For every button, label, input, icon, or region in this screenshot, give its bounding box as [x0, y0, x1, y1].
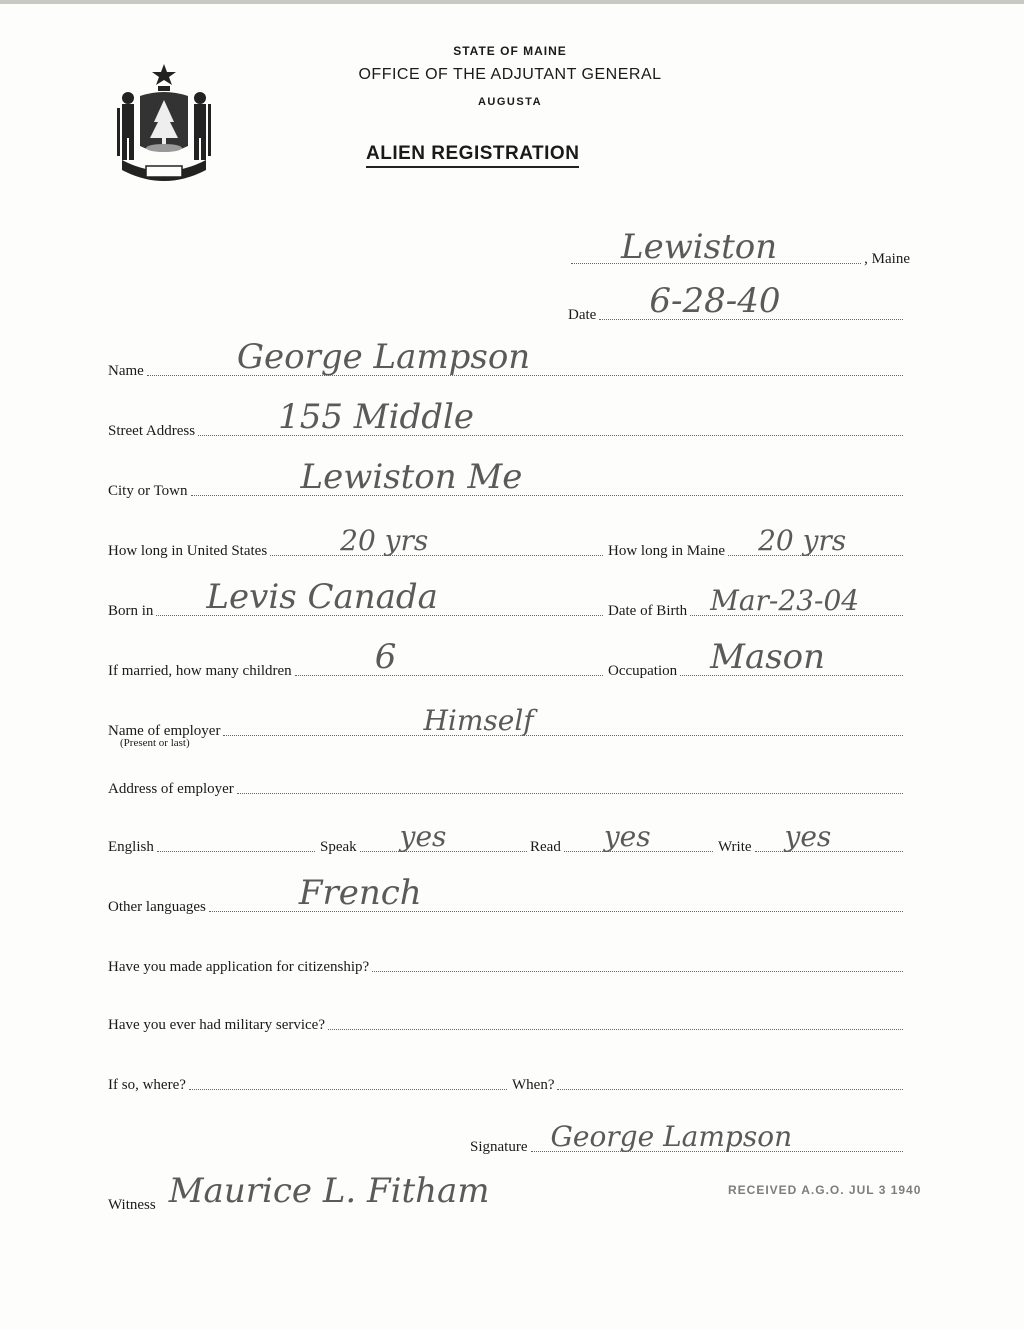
- born-label: Born in: [108, 603, 154, 619]
- received-stamp: RECEIVED A.G.O. JUL 3 1940: [728, 1183, 922, 1197]
- street-line[interactable]: [198, 397, 903, 437]
- date-row: [568, 281, 906, 324]
- children-line[interactable]: [295, 637, 603, 677]
- when-label: When?: [512, 1077, 555, 1093]
- street-label: Street Address: [108, 423, 196, 439]
- citizenship-label: Have you made application for citizenship?: [108, 959, 370, 975]
- employer-address-label: Address of employer: [108, 781, 234, 797]
- maine-value: 20 yrs: [758, 524, 847, 557]
- employer-address-line[interactable]: [237, 793, 903, 794]
- occupation-label: Occupation: [608, 663, 678, 679]
- where-line[interactable]: [189, 1089, 507, 1090]
- signature-value: George Lampson: [550, 1120, 793, 1153]
- speak-row: [320, 820, 530, 856]
- name-line[interactable]: [147, 337, 903, 377]
- when-line[interactable]: [557, 1089, 903, 1090]
- read-row: [530, 820, 716, 856]
- maine-state-seal-icon: [108, 60, 220, 182]
- city-line[interactable]: [191, 457, 903, 497]
- write-value: yes: [784, 820, 832, 853]
- witness-label: Witness: [108, 1197, 156, 1213]
- witness-value: Maurice L. Fitham: [168, 1171, 490, 1211]
- header-city: AUGUSTA: [477, 96, 543, 108]
- city-row: [108, 457, 906, 500]
- date-value: 6-28-40: [649, 281, 781, 321]
- us-row: [108, 524, 606, 560]
- scan-edge: [0, 0, 1024, 4]
- us-label: How long in United States: [108, 543, 268, 559]
- where-row: [108, 1070, 510, 1094]
- employer-value: Himself: [423, 704, 534, 737]
- other-languages-row: [108, 873, 906, 916]
- when-row: [512, 1070, 906, 1094]
- other-languages-line[interactable]: [209, 873, 903, 913]
- children-row: [108, 637, 606, 680]
- witness-line[interactable]: [159, 1171, 525, 1211]
- maine-label: How long in Maine: [608, 543, 726, 559]
- name-label: Name: [108, 363, 144, 379]
- employer-row: [108, 704, 906, 740]
- date-label: Date: [568, 307, 597, 323]
- speak-label: Speak: [320, 839, 357, 855]
- town-value: Lewiston: [621, 227, 778, 267]
- employer-address-row: [108, 774, 906, 798]
- born-value: Levis Canada: [206, 577, 438, 617]
- employer-line[interactable]: [223, 704, 903, 737]
- name-row: [108, 337, 906, 380]
- citizenship-line[interactable]: [372, 971, 903, 972]
- military-row: [108, 1010, 906, 1034]
- name-value: George Lampson: [236, 337, 531, 377]
- city-label: City or Town: [108, 483, 188, 499]
- maine-line[interactable]: [728, 524, 903, 557]
- where-label: If so, where?: [108, 1077, 186, 1093]
- signature-line[interactable]: [531, 1120, 904, 1153]
- dob-row: [608, 584, 906, 620]
- form-title: ALIEN REGISTRATION: [366, 143, 579, 168]
- header-office: OFFICE OF THE ADJUTANT GENERAL: [358, 66, 662, 83]
- english-label: English: [108, 839, 154, 855]
- read-label: Read: [530, 839, 561, 855]
- citizenship-row: [108, 952, 906, 976]
- other-languages-label: Other languages: [108, 899, 206, 915]
- signature-label: Signature: [470, 1139, 528, 1155]
- town-line[interactable]: [571, 227, 861, 267]
- us-line[interactable]: [270, 524, 603, 557]
- dob-value: Mar-23-04: [710, 584, 860, 617]
- born-row: [108, 577, 606, 620]
- born-line[interactable]: [156, 577, 603, 617]
- children-label: If married, how many children: [108, 663, 292, 679]
- town-suffix-label: , Maine: [864, 251, 910, 267]
- dob-line[interactable]: [690, 584, 903, 617]
- employer-sub-label: (Present or last): [120, 737, 190, 749]
- occupation-row: [608, 637, 906, 680]
- military-label: Have you ever had military service?: [108, 1017, 325, 1033]
- military-line[interactable]: [328, 1029, 903, 1030]
- signature-row: [470, 1120, 906, 1156]
- speak-value: yes: [399, 820, 447, 853]
- occupation-line[interactable]: [680, 637, 903, 677]
- employer-label: Name of employer: [108, 723, 221, 739]
- write-line[interactable]: [755, 820, 903, 853]
- write-row: [718, 820, 906, 856]
- other-languages-value: French: [298, 873, 422, 913]
- english-line[interactable]: [157, 851, 315, 852]
- town-row: [568, 227, 910, 268]
- header-state: STATE OF MAINE: [453, 44, 567, 58]
- write-label: Write: [718, 839, 752, 855]
- us-value: 20 yrs: [340, 524, 429, 557]
- street-value: 155 Middle: [278, 397, 474, 437]
- english-row: [108, 832, 318, 856]
- speak-line[interactable]: [360, 820, 527, 853]
- witness-row: [108, 1171, 528, 1214]
- read-line[interactable]: [564, 820, 713, 853]
- occupation-value: Mason: [710, 637, 826, 677]
- street-row: [108, 397, 906, 440]
- city-value: Lewiston Me: [300, 457, 523, 497]
- dob-label: Date of Birth: [608, 603, 688, 619]
- date-line[interactable]: [599, 281, 903, 321]
- read-value: yes: [603, 820, 651, 853]
- children-value: 6: [374, 637, 397, 677]
- maine-row: [608, 524, 906, 560]
